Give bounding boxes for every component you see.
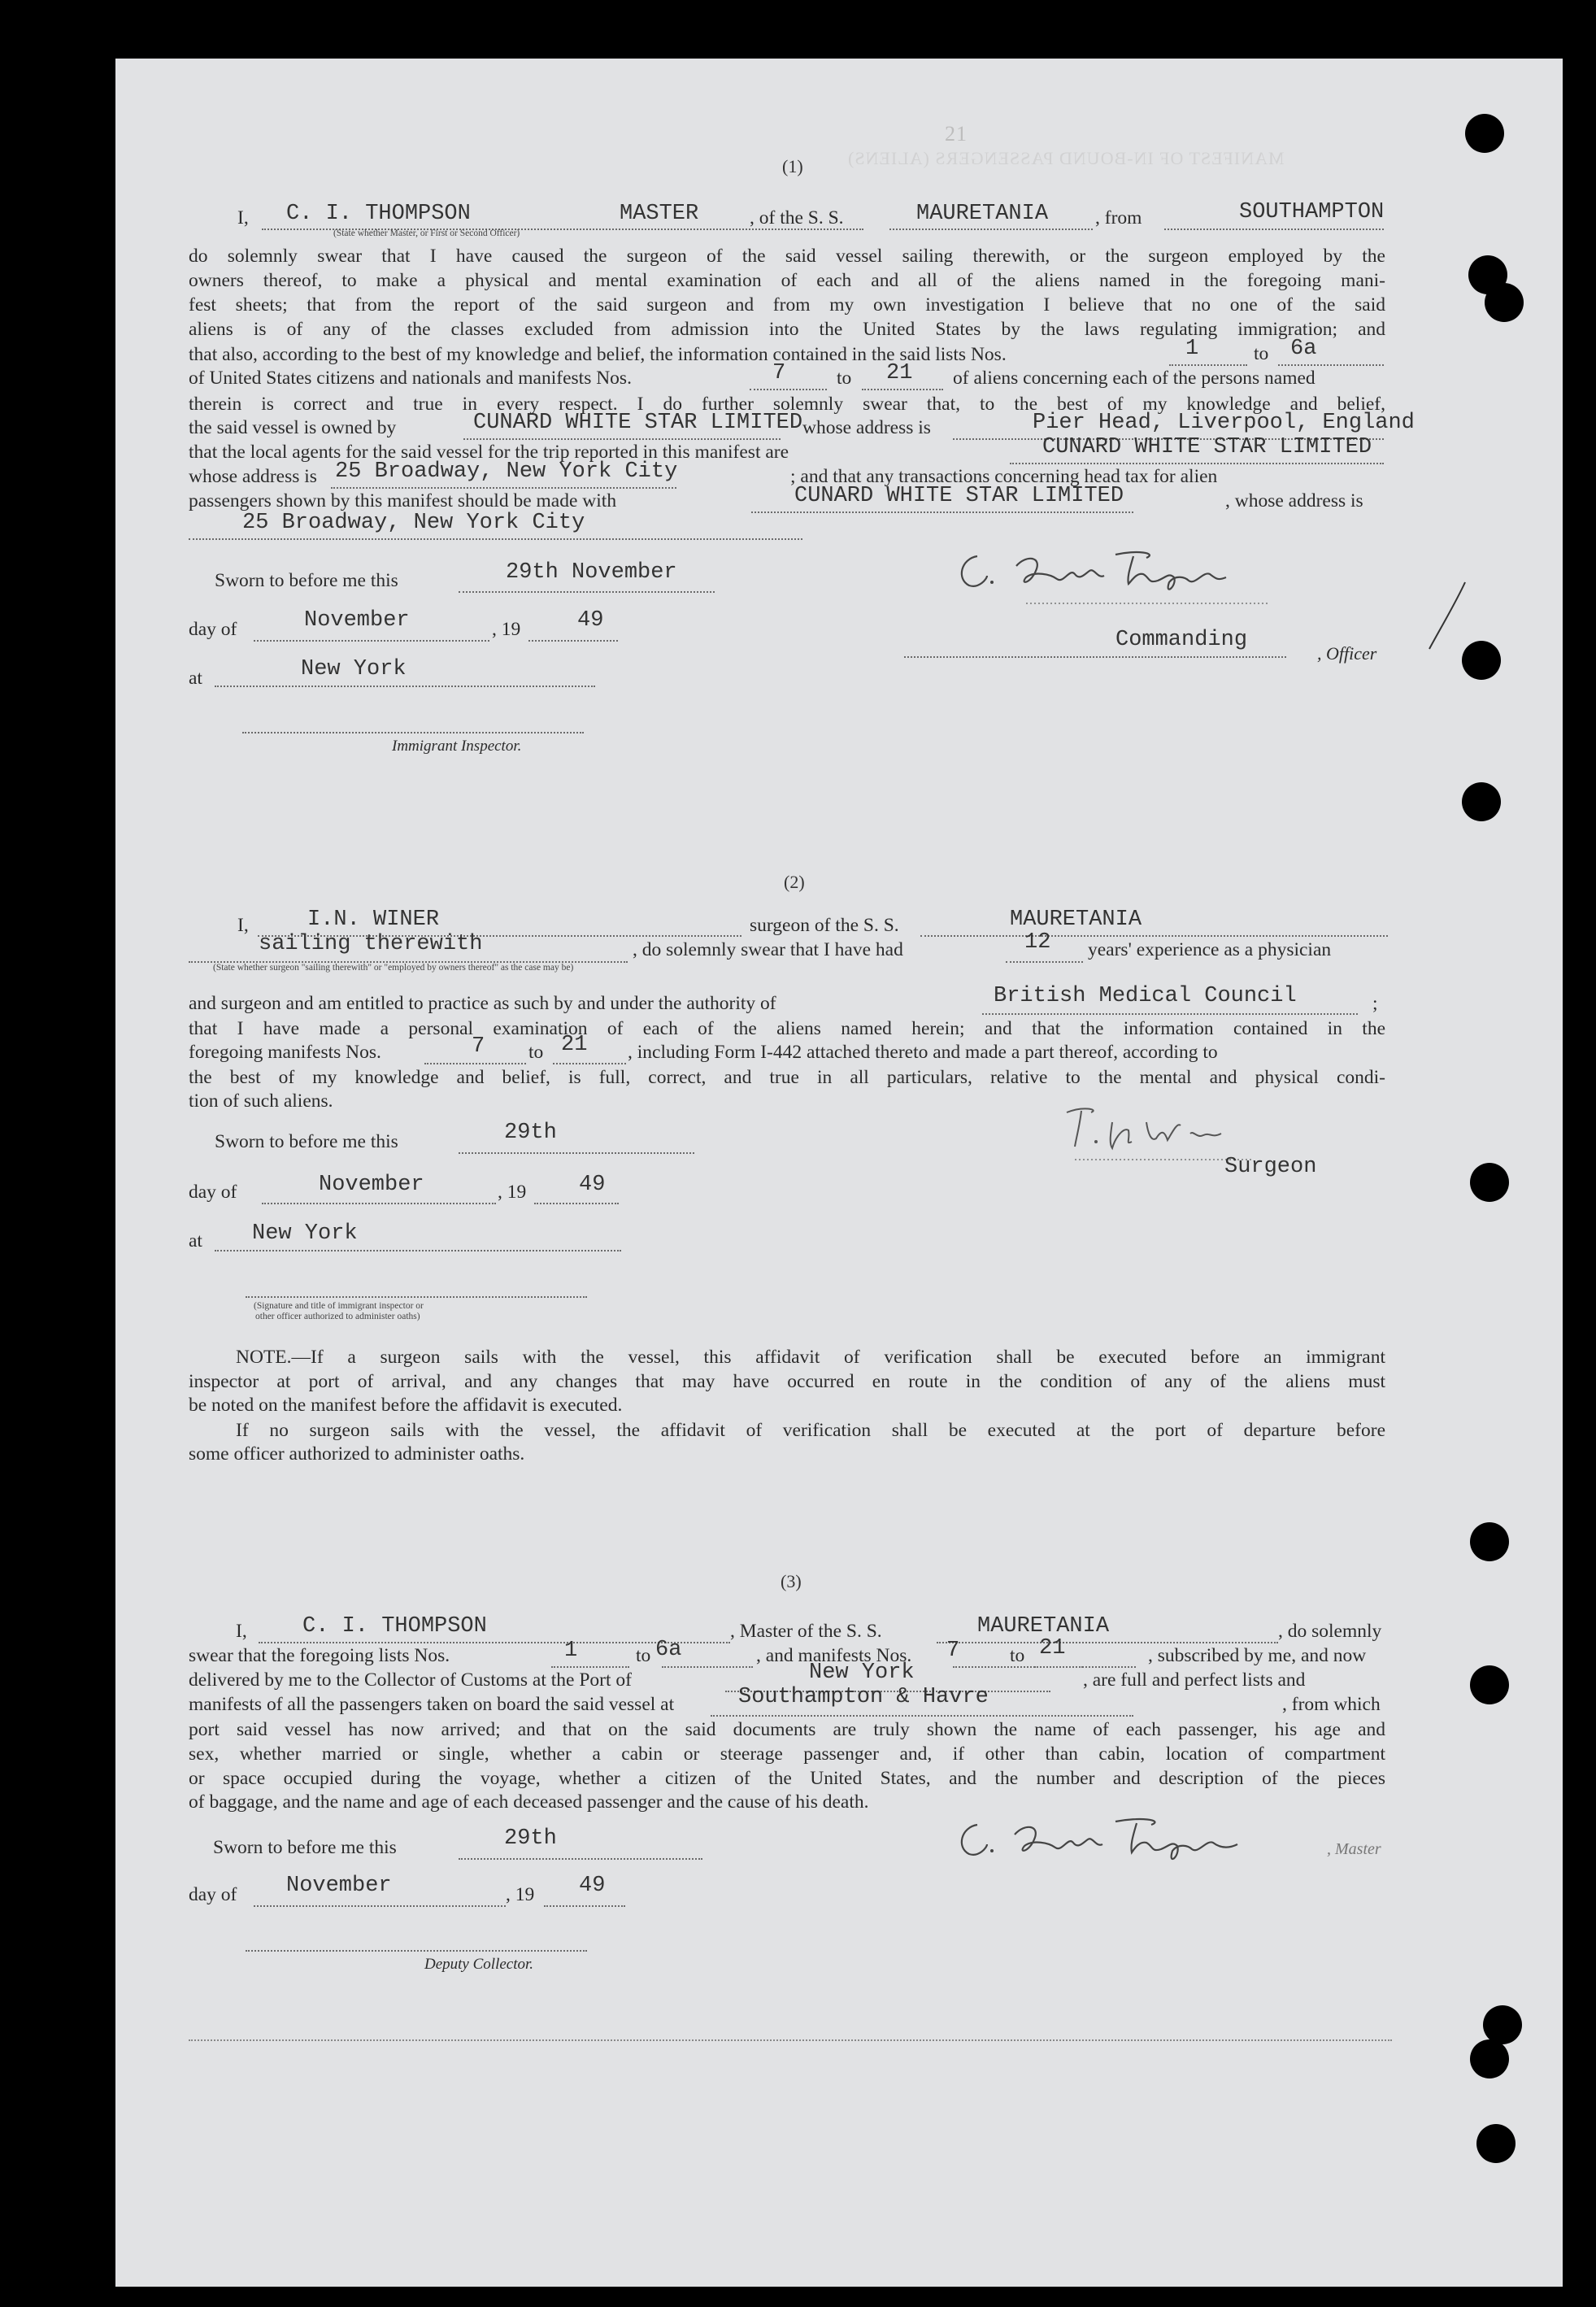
- s2-authority: British Medical Council: [994, 984, 1297, 1008]
- section-3-number: (3): [781, 1571, 802, 1591]
- punch-hole: [1476, 2124, 1516, 2163]
- s1-master-name: C. I. THOMPSON: [286, 202, 471, 226]
- s2-i: I,: [237, 915, 249, 936]
- s3-body-line: of baggage, and the name and age of each deceased passenger and the cause of his death.: [189, 1791, 869, 1813]
- s2-sworn-line: [459, 1152, 694, 1154]
- s2-manifests-from: 7: [472, 1034, 485, 1059]
- s3-master-of: , Master of the S. S.: [730, 1621, 882, 1642]
- s3-lists-from: 1: [564, 1639, 578, 1663]
- s2-inspector-note-2: other officer authorized to administer oaths): [255, 1312, 420, 1321]
- section-2-number: (2): [784, 872, 805, 892]
- s1-manifests-from: 7: [772, 361, 786, 385]
- punch-hole: [1485, 283, 1524, 322]
- s2-tion: tion of such aliens.: [189, 1090, 333, 1112]
- s1-agents-a: that the local agents for the said vessel for the trip reported in this manifest are: [189, 442, 789, 463]
- punch-hole: [1470, 1163, 1509, 1202]
- s3-body-line: port said vessel has now arrived; and that on the said documents are truly shown the name of each passenger, his age and: [189, 1719, 1385, 1740]
- s3-month-line: [254, 1905, 506, 1907]
- s2-year-line: [534, 1203, 619, 1204]
- s3-lists-to: 6a: [655, 1638, 682, 1662]
- s1-owner-address: Pier Head, Liverpool, England: [1033, 411, 1415, 435]
- master-signature-1: [945, 538, 1286, 612]
- s2-sworn-label: Sworn to before me this: [215, 1131, 398, 1152]
- s1-vessel-line: [889, 229, 1093, 230]
- s3-manifests-to: 21: [1039, 1636, 1066, 1661]
- s3-collector-label: Deputy Collector.: [424, 1956, 534, 1973]
- s2-inspector-note-1: (Signature and title of immigrant inspector or: [254, 1301, 424, 1311]
- manifest-page: [115, 59, 1563, 2287]
- s1-place-line: [215, 686, 595, 687]
- s1-of-ss: , of the S. S.: [750, 207, 844, 229]
- s2-surgeon-name: I.N. WINER: [307, 908, 440, 932]
- s1-year-prefix: , 19: [492, 619, 521, 640]
- s1-tax-address: 25 Broadway, New York City: [242, 511, 585, 535]
- s3-and-manifests: , and manifests Nos.: [756, 1645, 912, 1666]
- s1-agents-addr-b: ; and that any transactions concerning head tax for alien: [790, 466, 1218, 487]
- punch-hole: [1470, 2039, 1509, 2078]
- s1-commanding: Commanding: [1115, 628, 1248, 652]
- s2-manifests-to: 21: [561, 1033, 588, 1057]
- s1-rank-note: (State whether Master, or First or Second Officer): [333, 229, 520, 238]
- s1-officer-line: [904, 656, 1286, 658]
- s1-sworn-line: [459, 591, 715, 593]
- s2-surgeon-title: Surgeon: [1224, 1155, 1317, 1179]
- s1-tax-a: passengers shown by this manifest should be made with: [189, 490, 617, 511]
- s3-manifests-from: 7: [946, 1639, 960, 1663]
- s2-surgeon-of: surgeon of the S. S.: [750, 915, 899, 936]
- master-signature-3: [945, 1807, 1286, 1872]
- s3-master-name: C. I. THOMPSON: [302, 1614, 487, 1639]
- s1-owner-line: [463, 438, 781, 440]
- s2-manifests-from-line: [424, 1063, 526, 1064]
- s1-inspector-label: Immigrant Inspector.: [392, 738, 522, 755]
- s2-years: 12: [1024, 930, 1051, 955]
- s2-year: 49: [579, 1173, 606, 1197]
- s2-manifests-b: , including Form I-442 attached thereto and made a part thereof, according to: [628, 1042, 1218, 1063]
- s2-sailing: sailing therewith: [259, 932, 483, 956]
- s1-inspector-line: [242, 732, 584, 733]
- s3-manifests-to-line: [1034, 1666, 1136, 1668]
- s3-delivered-b: , are full and perfect lists and: [1083, 1669, 1306, 1691]
- s3-sworn-label: Sworn to before me this: [213, 1837, 397, 1858]
- punch-hole: [1470, 1665, 1509, 1704]
- s3-master-label: , Master: [1327, 1840, 1381, 1858]
- s1-tax-company: CUNARD WHITE STAR LIMITED: [794, 484, 1124, 508]
- s1-body-line: aliens is of any of the classes excluded from admission into the United States by the laws regulating immigration; and: [189, 319, 1385, 340]
- s2-vessel: MAURETANIA: [1010, 908, 1142, 932]
- s2-manifests-to-line: [553, 1063, 626, 1064]
- bleed-through-stamp: MANIFEST OF IN-BOUND PASSENGERS (ALIENS): [847, 148, 1285, 168]
- s2-month-line: [262, 1203, 496, 1204]
- s3-year-line: [544, 1905, 625, 1907]
- s1-manifests-to: 21: [886, 361, 913, 385]
- s3-collector-line: [246, 1950, 587, 1952]
- s2-sailing-note: (State whether surgeon "sailing therewith" or "employed by owners thereof" as the case may be): [213, 963, 574, 973]
- s2-exam: that I have made a personal examination of each of the aliens named herein; and that the information contained in the: [189, 1018, 1385, 1039]
- s3-lists-from-line: [551, 1666, 629, 1668]
- s1-to-2: to: [837, 368, 852, 389]
- s1-body-line: do solemnly swear that I have caused the surgeon of the said vessel sailing therewith, or the surgeon employed by the: [189, 246, 1385, 267]
- s1-tax-b: , whose address is: [1225, 490, 1363, 511]
- s1-manifests-to-line: [862, 389, 943, 390]
- s1-body-line: owners thereof, to make a physical and mental examination of each and all of the aliens named in the foregoing mani-: [189, 270, 1385, 291]
- s1-owned-a: the said vessel is owned by: [189, 417, 397, 438]
- s2-experience: years' experience as a physician: [1088, 939, 1332, 960]
- s1-body-line: that also, according to the best of my knowledge and belief, the information contained in the said lists Nos.: [189, 344, 1007, 365]
- section-1-number: (1): [782, 156, 803, 176]
- s1-year: 49: [577, 608, 604, 633]
- s3-vessel: MAURETANIA: [977, 1614, 1110, 1639]
- s3-i: I,: [236, 1621, 247, 1642]
- punch-hole: [1465, 114, 1504, 153]
- s1-sworn-label: Sworn to before me this: [215, 570, 398, 591]
- s1-manifests-from-line: [750, 389, 827, 390]
- s1-lists-from: 1: [1185, 337, 1199, 361]
- s2-at: at: [189, 1230, 202, 1251]
- s1-lists-from-line: [1169, 364, 1247, 366]
- s1-citizens-b: of aliens concerning each of the persons named: [953, 368, 1316, 389]
- s1-i: I,: [237, 207, 249, 229]
- s1-from: , from: [1095, 207, 1142, 229]
- s3-body-line: sex, whether married or single, whether a cabin or steerage passenger and, if other than cabin, location of compartment: [189, 1743, 1385, 1765]
- s3-solemnly: , do solemnly: [1278, 1621, 1382, 1642]
- punch-hole: [1462, 782, 1501, 821]
- s3-lists-to-line: [662, 1666, 753, 1668]
- s1-citizens-a: of United States citizens and nationals and manifests Nos.: [189, 368, 632, 389]
- s1-lists-to: 6a: [1290, 337, 1317, 361]
- s3-ports-from: Southampton & Havre: [738, 1685, 989, 1709]
- s3-manifests-a: manifests of all the passengers taken on board the said vessel at: [189, 1694, 675, 1715]
- s1-year-line: [528, 640, 618, 642]
- s3-port: New York: [809, 1661, 915, 1685]
- s1-agents-line: [1010, 463, 1384, 464]
- s2-manifests-a: foregoing manifests Nos.: [189, 1042, 381, 1063]
- s2-authority-line: [982, 1013, 1358, 1015]
- s2-note2-line: some officer authorized to administer oaths.: [189, 1443, 525, 1465]
- s3-sworn-day: 29th: [504, 1826, 557, 1851]
- s3-month: November: [286, 1874, 392, 1898]
- s3-ports-line: [711, 1715, 1133, 1717]
- s3-manifests-b: , from which: [1282, 1694, 1381, 1715]
- s2-note2-line: If no surgeon sails with the vessel, the affidavit of verification shall be executed at the port of departure before: [236, 1420, 1385, 1441]
- s1-sworn-date: 29th November: [506, 560, 677, 585]
- punch-hole: [1470, 1522, 1509, 1561]
- s2-vessel-line: [920, 935, 1388, 937]
- s1-agents: CUNARD WHITE STAR LIMITED: [1042, 435, 1372, 459]
- s1-place: New York: [301, 657, 407, 681]
- s1-owned-b: whose address is: [802, 417, 931, 438]
- s2-note-line: NOTE.—If a surgeon sails with the vessel, this affidavit of verification shall be executed before an immigrant: [236, 1347, 1385, 1368]
- s3-year: 49: [579, 1874, 606, 1898]
- s1-month: November: [304, 608, 410, 633]
- s1-port-from: SOUTHAMPTON: [1239, 200, 1385, 224]
- s3-to-2: to: [1010, 1645, 1025, 1666]
- s1-day-of: day of: [189, 619, 237, 640]
- s1-vessel: MAURETANIA: [916, 202, 1049, 226]
- s1-correct: therein is correct and true in every respect. I do further solemnly swear that, to the best of my knowledge and belief,: [189, 394, 1385, 415]
- s2-years-line: [1006, 961, 1083, 963]
- s2-to: to: [528, 1042, 544, 1063]
- s3-sworn-line: [459, 1858, 702, 1860]
- s2-swear: , do solemnly swear that I have had: [633, 939, 903, 960]
- s2-sworn-day: 29th: [504, 1121, 557, 1145]
- s1-agents-addr-a: whose address is: [189, 466, 317, 487]
- s1-to: to: [1254, 343, 1269, 364]
- s3-body-line: or space occupied during the voyage, whether a citizen of the United States, and the number and description of the pieces: [189, 1768, 1385, 1789]
- page-corner-number: 21: [945, 122, 968, 146]
- s2-year-prefix: , 19: [498, 1182, 527, 1203]
- s1-agents-address-line: [331, 487, 676, 489]
- s2-day-of: day of: [189, 1182, 237, 1203]
- s1-month-line: [254, 640, 489, 642]
- s2-month: November: [319, 1173, 424, 1197]
- s2-note-line: be noted on the manifest before the affidavit is executed.: [189, 1395, 623, 1416]
- s2-best: the best of my knowledge and belief, is full, correct, and true in all particulars, relative to the mental and physical condi-: [189, 1067, 1385, 1088]
- s3-to: to: [636, 1645, 651, 1666]
- s3-vessel-line: [937, 1642, 1278, 1643]
- s2-place-line: [215, 1250, 621, 1251]
- s1-owner: CUNARD WHITE STAR LIMITED: [473, 411, 803, 435]
- s1-tax-address-line: [189, 538, 802, 540]
- s1-lists-to-line: [1278, 364, 1384, 366]
- s2-inspector-line: [246, 1296, 587, 1298]
- s1-tax-company-line: [751, 511, 1133, 513]
- s2-note-line: inspector at port of arrival, and any changes that may have occurred en route in the condition of any of the aliens must: [189, 1371, 1385, 1392]
- pencil-tick: [1424, 579, 1473, 652]
- s1-body-line: fest sheets; that from the report of the said surgeon and from my own investigation I believe that no one of the said: [189, 294, 1385, 316]
- s1-port-line: [1164, 229, 1384, 230]
- s1-officer-label: , Officer: [1317, 643, 1377, 664]
- s1-agents-address: 25 Broadway, New York City: [335, 459, 678, 484]
- bottom-rule: [189, 2039, 1392, 2041]
- s1-at: at: [189, 668, 202, 689]
- s1-rank: MASTER: [620, 202, 699, 226]
- s3-day-of: day of: [189, 1884, 237, 1905]
- surgeon-signature: [1050, 1098, 1262, 1163]
- s3-swear-a: swear that the foregoing lists Nos.: [189, 1645, 450, 1666]
- s2-authority-a: and surgeon and am entitled to practice as such by and under the authority of: [189, 993, 776, 1014]
- s3-delivered-a: delivered by me to the Collector of Customs at the Port of: [189, 1669, 632, 1691]
- s2-place: New York: [252, 1221, 358, 1246]
- s3-subscribed: , subscribed by me, and now: [1148, 1645, 1367, 1666]
- punch-hole: [1483, 2005, 1522, 2044]
- s3-year-prefix: , 19: [506, 1884, 535, 1905]
- s2-authority-b: ;: [1372, 993, 1378, 1014]
